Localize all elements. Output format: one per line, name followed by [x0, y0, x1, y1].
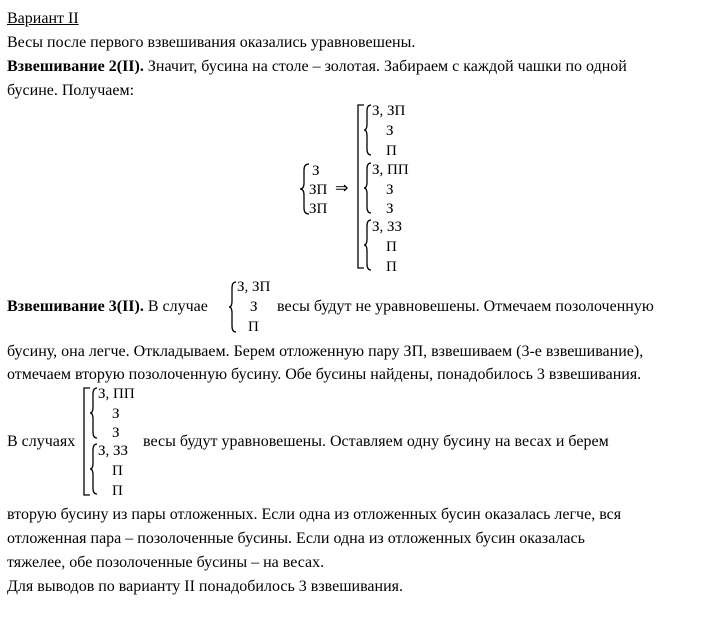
group-item: П	[386, 239, 397, 255]
group-brace	[364, 219, 372, 271]
cases-brace	[90, 443, 98, 495]
group-item: З	[386, 123, 394, 139]
case-item: З, ЗП	[237, 279, 271, 295]
case-item: З	[250, 299, 258, 315]
weighing-3-intro	[7, 297, 208, 316]
weighing-3-text: В случае	[143, 298, 208, 315]
case-brace	[229, 281, 237, 333]
tail-line: Для выводов по варианту II понадобилось 3 взвешивания.	[7, 578, 404, 595]
case-item: П	[248, 319, 259, 335]
cases-item: З	[112, 406, 120, 422]
tail-line: вторую бусину из пары отложенных. Если одна из отложенных бусин оказалась легче, вся	[7, 506, 622, 523]
group-brace	[364, 104, 372, 156]
cases-item: З, ЗЗ	[98, 443, 129, 459]
group-item: З, ЗЗ	[372, 219, 403, 235]
implies-arrow: ⇒	[335, 180, 349, 197]
cases-item: П	[112, 483, 123, 499]
cases-item: П	[112, 463, 123, 479]
cases-brace	[90, 387, 98, 439]
group-brace	[364, 162, 372, 214]
group-item: З, ПП	[372, 162, 409, 178]
group-item: З	[386, 182, 394, 198]
weighing-3-line: отмечаем вторую позолоченную бусину. Обе бусины найдены, понадобилось 3 взвешивания.	[7, 366, 642, 383]
weighing-2-label: Взвешивание 2(II).	[7, 58, 144, 75]
weighing-2-paragraph	[7, 57, 627, 76]
variant-heading: Вариант II	[7, 10, 79, 27]
cases-intro: В случаях	[7, 433, 76, 450]
cases-text-post: весы будут уравновешены. Оставляем одну бусину на весах и берем	[143, 433, 609, 450]
group-item: П	[386, 259, 397, 275]
weighing-2-text: Значит, бусина на столе – золотая. Забираем с каждой чашки по одной	[143, 58, 627, 75]
tail-line: тяжелее, обе позолоченные бусины – на весах.	[7, 554, 325, 571]
system-item: З	[312, 163, 320, 179]
intro-line: Весы после первого взвешивания оказались уравновешены.	[7, 34, 416, 51]
system-item: ЗП	[309, 201, 328, 217]
cases-item: З, ПП	[98, 386, 135, 402]
system-item: ЗП	[309, 182, 328, 198]
tail-line: отложенная пара – позолоченные бусины. Если одна из отложенных бусин оказалась	[7, 530, 585, 547]
weighing-3-text-post: весы будут не уравновешены. Отмечаем позолоченную	[277, 298, 654, 315]
group-item: П	[386, 143, 397, 159]
weighing-2-text-cont: бусине. Получаем:	[7, 82, 135, 99]
weighing-3-label: Взвешивание 3(II).	[7, 298, 144, 315]
group-item: З, ЗП	[372, 103, 406, 119]
group-item: З	[386, 201, 394, 217]
weighing-3-line: бусину, она легче. Откладываем. Берем отложенную пару ЗП, взвешиваем (3-е взвешивание),	[7, 343, 644, 360]
cases-item: З	[112, 425, 120, 441]
